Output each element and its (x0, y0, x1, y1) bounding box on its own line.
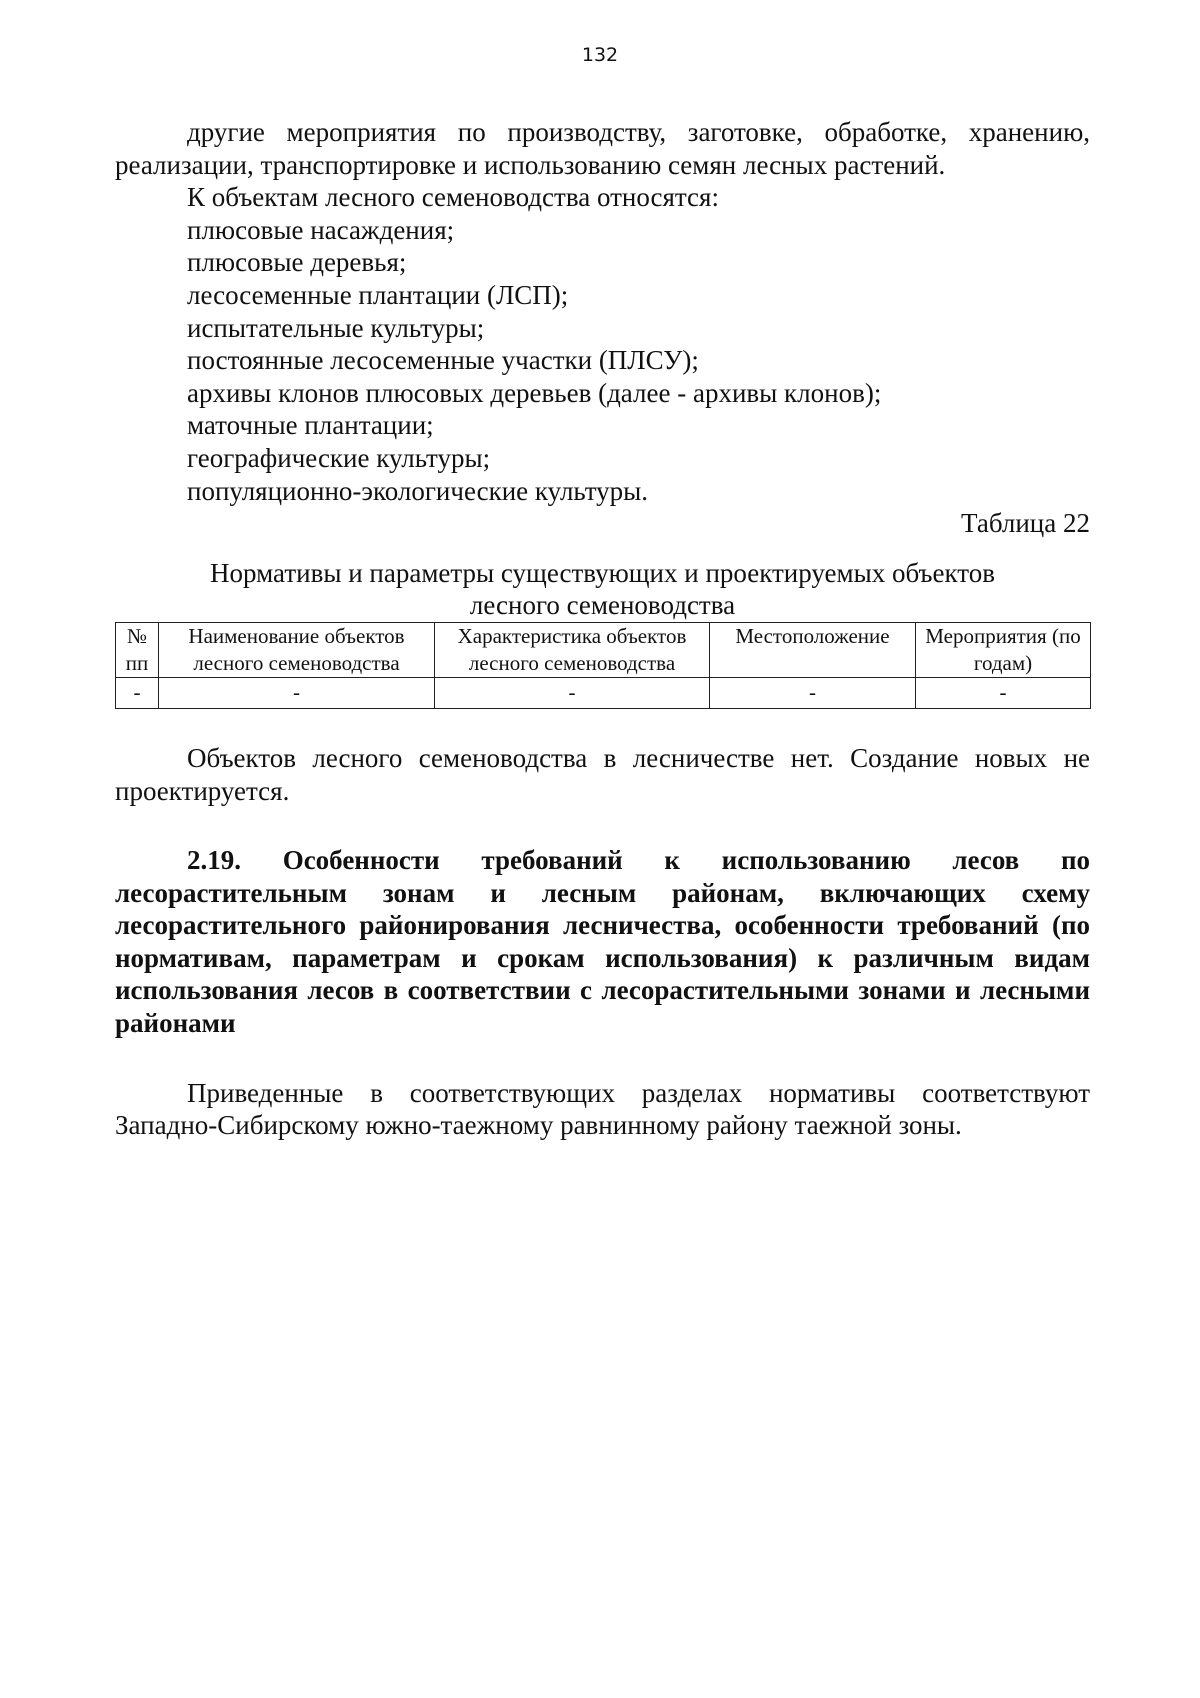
objects-heading: К объектам лесного семеноводства относятся: (187, 182, 719, 213)
list-item: испытательные культуры; (187, 312, 485, 343)
list-item: постоянные лесосеменные участки (ПЛСУ); (187, 345, 699, 376)
seed-objects-table (115, 622, 1091, 709)
list-item: плюсовые насаждения; (187, 214, 455, 245)
after-table-paragraph: Объектов лесного семеноводства в лесничестве нет. Создание новых не проектируется. (115, 742, 1090, 806)
header-object-name: Наименование объектов лесного семеноводства (159, 622, 435, 677)
intro-paragraph: другие мероприятия по производству, заготовке, обработке, хранению, реализации, транспортировке и использованию семян лесных растений. (115, 117, 1090, 180)
table-cell: - (710, 677, 916, 708)
section-heading: 2.19. Особенности требований к использованию лесов по лесорастительным зонам и лесным районам, включающих схему лесорастительного районирования лесничества, особенности требований (по нормативам, параметрам и срокам использования) к различным видам использования лесов в соответствии с лесорастительными зонами и лесными районами (115, 845, 1090, 1039)
header-number: № пп (116, 622, 159, 677)
table-cell: - (916, 677, 1091, 708)
table-cell: - (435, 677, 710, 708)
list-item: популяционно-экологические культуры. (187, 475, 649, 506)
header-activities: Мероприятия (по годам) (916, 622, 1091, 677)
page-number: 132 (581, 44, 619, 66)
table-label: Таблица 22 (961, 508, 1090, 539)
header-location: Местоположение (710, 622, 916, 677)
list-item: географические культуры; (187, 442, 491, 473)
list-item: архивы клонов плюсовых деревьев (далее - архивы клонов); (187, 377, 882, 408)
list-item: маточные плантации; (187, 410, 434, 441)
objects-list (115, 214, 1090, 507)
final-paragraph: Приведенные в соответствующих разделах нормативы соответствуют Западно-Сибирскому южно-таежному равнинному району таежной зоны. (115, 1077, 1090, 1141)
list-item: лесосеменные плантации (ЛСП); (187, 279, 569, 310)
table-header-row (116, 622, 1091, 677)
list-item: плюсовые деревья; (187, 247, 407, 278)
header-object-characteristics: Характеристика объектов лесного семеноводства (435, 622, 710, 677)
table-cell: - (159, 677, 435, 708)
document-body (115, 116, 1090, 1142)
table-row (116, 677, 1091, 708)
table-cell: - (116, 677, 159, 708)
table-title: Нормативы и параметры существующих и проектируемых объектов лесного семеноводства (210, 557, 995, 621)
